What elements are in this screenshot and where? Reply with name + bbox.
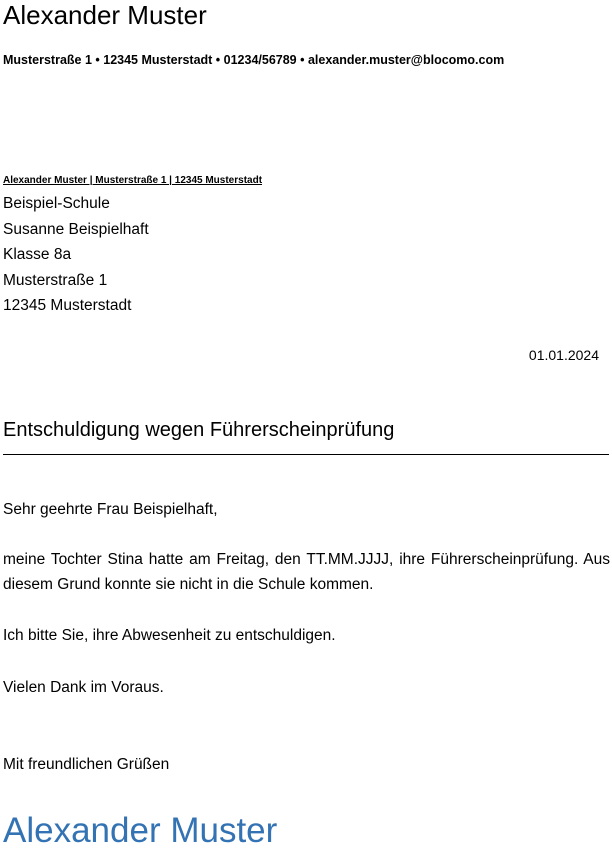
recipient-line: Klasse 8a (3, 246, 72, 263)
sender-name: Alexander Muster (3, 0, 207, 30)
recipient-line: 12345 Musterstadt (3, 297, 132, 314)
recipient-line: Beispiel-Schule (3, 195, 110, 212)
body-paragraph: meine Tochter Stina hatte am Freitag, den TT.MM.JJJJ, ihre Führerscheinprüfung. Aus diesem Grund konnte sie nicht in die Schule kommen. (3, 551, 610, 593)
body-paragraph: Ich bitte Sie, ihre Abwesenheit zu entschuldigen. (3, 627, 336, 644)
body-paragraph: Vielen Dank im Voraus. (3, 679, 164, 696)
salutation: Sehr geehrte Frau Beispielhaft, (3, 501, 218, 518)
letter-subject: Entschuldigung wegen Führerscheinprüfung (3, 419, 395, 441)
sender-contact-line: Musterstraße 1 • 12345 Musterstadt • 01234/56789 • alexander.muster@blocomo.com (3, 53, 505, 67)
recipient-address (3, 191, 149, 319)
recipient-line: Susanne Beispielhaft (3, 220, 149, 238)
subject-divider (3, 454, 609, 455)
recipient-line: Musterstraße 1 (3, 271, 108, 289)
closing: Mit freundlichen Grüßen (3, 756, 170, 773)
letter-date: 01.01.2024 (528, 347, 599, 363)
signature: Alexander Muster (3, 811, 278, 850)
return-address-line: Alexander Muster | Musterstraße 1 | 12345 Musterstadt (3, 175, 263, 186)
